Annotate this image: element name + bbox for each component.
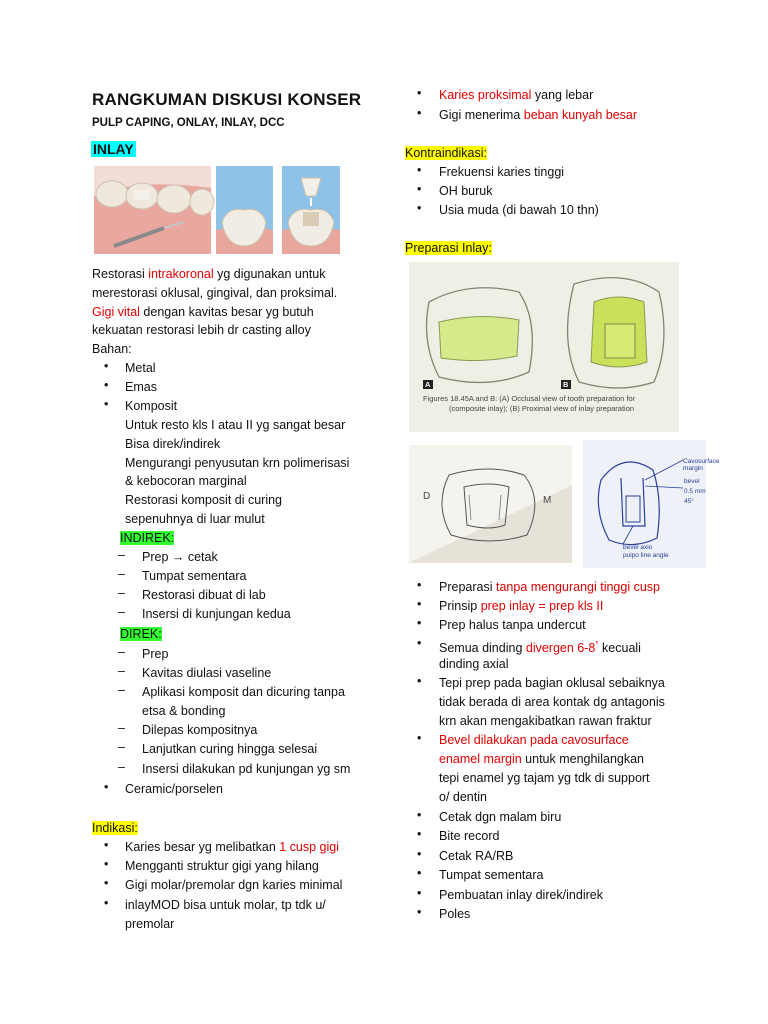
preparasi-item: Tepi prep pada bagian oklusal sebaiknya (439, 676, 665, 690)
preparasi-item: enamel margin untuk menghilangkan (439, 752, 644, 766)
dash-icon: – (118, 567, 125, 581)
sketch-label-d: D (423, 491, 431, 502)
bullet-icon: • (104, 378, 109, 392)
preparasi-label: Preparasi Inlay: (405, 241, 492, 255)
intro-line-1: Restorasi intrakoronal yg digunakan untuk (92, 267, 326, 281)
materials-label: Bahan: (92, 342, 132, 356)
dash-icon: – (118, 645, 125, 659)
dash-icon: – (118, 721, 125, 735)
bullet-icon: • (417, 827, 422, 841)
bullet-icon: • (104, 780, 109, 794)
material-item: Komposit (125, 399, 178, 413)
bullet-icon: • (417, 731, 422, 745)
sketch-label-cavo: Cavosurface margin (683, 458, 720, 472)
occlusal-sketch-figure (409, 445, 572, 563)
bullet-icon: • (104, 876, 109, 890)
bullet-icon: • (417, 597, 422, 611)
indikasi-item: Gigi menerima beban kunyah besar (439, 108, 638, 122)
bullet-icon: • (104, 397, 109, 411)
preparasi-item: dinding axial (439, 657, 509, 671)
bullet-icon: • (417, 905, 422, 919)
preparasi-item: Poles (439, 907, 471, 921)
bullet-icon: • (417, 578, 422, 592)
bullet-icon: • (417, 86, 422, 100)
bullet-icon: • (104, 359, 109, 373)
preparasi-item: Pembuatan inlay direk/indirek (439, 888, 603, 902)
direk-step: etsa & bonding (142, 704, 226, 718)
bullet-icon: • (417, 866, 422, 880)
bullet-icon: • (104, 896, 109, 910)
indikasi-item: Mengganti struktur gigi yang hilang (125, 859, 319, 873)
indikasi-item: Karies besar yg melibatkan 1 cusp gigi (125, 840, 340, 854)
indirek-step: Restorasi dibuat di lab (142, 588, 266, 602)
page-subtitle: PULP CAPING, ONLAY, INLAY, DCC (92, 117, 285, 129)
kontraindikasi-item: Usia muda (di bawah 10 thn) (439, 203, 599, 217)
komposit-note: sepenuhnya di luar mulut (125, 512, 265, 526)
preparasi-item: o/ dentin (439, 790, 487, 804)
material-item-ceramic: Ceramic/porselen (125, 782, 223, 796)
sketch-label-m: M (543, 495, 552, 506)
dash-icon: – (118, 760, 125, 774)
sketch-label-pulpo: pulpo line angle (623, 552, 669, 559)
preparasi-item: Prinsip prep inlay = prep kls II (439, 599, 604, 613)
sketch-label-deg: 45° (684, 498, 694, 505)
direk-step: Dilepas kompositnya (142, 723, 258, 737)
komposit-note: & kebocoran marginal (125, 474, 247, 488)
intro-line-2: merestorasi oklusal, gingival, dan proksimal. (92, 286, 338, 300)
textbook-figure (409, 262, 679, 432)
dash-icon: – (118, 683, 125, 697)
indirek-step: Insersi di kunjungan kedua (142, 607, 291, 621)
sketch-label-bevel-axio: bevel axio (623, 544, 653, 551)
preparasi-item: Cetak RA/RB (439, 849, 514, 863)
indikasi-label: Indikasi: (92, 821, 138, 835)
proximal-sketch-figure (583, 440, 720, 568)
kontraindikasi-label: Kontraindikasi: (405, 146, 487, 160)
direk-step: Lanjutkan curing hingga selesai (142, 742, 318, 756)
bullet-icon: • (417, 201, 422, 215)
komposit-note: Restorasi komposit di curing (125, 493, 283, 507)
bullet-icon: • (417, 106, 422, 120)
figure-caption: (composite inlay); (B) Proximal view of inlay preparation (449, 404, 635, 413)
indirek-label: INDIREK: (120, 531, 175, 545)
direk-step: Kavitas diulasi vaseline (142, 666, 272, 680)
inlay-photo-figure (94, 166, 352, 254)
intro-line-4: kekuatan restorasi lebih dr casting alloy (92, 323, 311, 337)
direk-step: Prep (142, 647, 169, 661)
bullet-icon: • (417, 616, 422, 630)
bullet-icon: • (417, 847, 422, 861)
bullet-icon: • (417, 182, 422, 196)
preparasi-item: tidak berada di area kontak dg antagonis (439, 695, 665, 709)
indikasi-item: premolar (125, 917, 175, 931)
material-item: Emas (125, 380, 157, 394)
dash-icon: – (118, 548, 125, 562)
preparasi-item: Preparasi tanpa mengurangi tinggi cusp (439, 580, 660, 594)
preparasi-item: Semua dinding divergen 6-8° kecuali (439, 640, 641, 656)
preparasi-item: Prep halus tanpa undercut (439, 618, 586, 632)
dash-icon: – (118, 586, 125, 600)
section-heading-inlay: INLAY (93, 141, 134, 157)
indirek-step: Tumpat sementara (142, 569, 247, 583)
indikasi-item: Gigi molar/premolar dgn karies minimal (125, 878, 343, 892)
material-item: Metal (125, 361, 156, 375)
bullet-icon: • (417, 674, 422, 688)
dash-icon: – (118, 605, 125, 619)
figure-label-b: B (563, 380, 569, 389)
preparasi-item: Bite record (439, 829, 500, 843)
bullet-icon: • (104, 838, 109, 852)
direk-step: Insersi dilakukan pd kunjungan yg sm (142, 762, 351, 776)
indikasi-item: Karies proksimal yang lebar (439, 88, 594, 102)
indirek-step: Prep → cetak (142, 550, 218, 564)
komposit-note: Mengurangi penyusutan krn polimerisasi (125, 456, 350, 470)
direk-label: DIREK: (120, 627, 162, 641)
figure-label-a: A (425, 380, 431, 389)
kontraindikasi-item: Frekuensi karies tinggi (439, 165, 565, 179)
direk-step: Aplikasi komposit dan dicuring tanpa (142, 685, 345, 699)
indikasi-item: inlayMOD bisa untuk molar, tp tdk u/ (125, 898, 326, 912)
kontraindikasi-item: OH buruk (439, 184, 493, 198)
page-title: RANGKUMAN DISKUSI KONSER (92, 90, 362, 109)
bullet-icon: • (417, 808, 422, 822)
dash-icon: – (118, 664, 125, 678)
preparasi-item: krn akan mengakibatkan rawan fraktur (439, 714, 652, 728)
preparasi-item: Tumpat sementara (439, 868, 544, 882)
preparasi-item: Bevel dilakukan pada cavosurface (439, 733, 629, 747)
bullet-icon: • (417, 886, 422, 900)
bullet-icon: • (417, 163, 422, 177)
figure-caption: Figures 18.45A and B: (A) Occlusal view of tooth preparation for (423, 394, 636, 403)
dash-icon: – (118, 740, 125, 754)
komposit-note: Bisa direk/indirek (125, 437, 221, 451)
sketch-label-bevel: bevel (684, 478, 700, 485)
preparasi-item: tepi enamel yg tajam yg tdk di support (439, 771, 650, 785)
bullet-icon: • (417, 636, 422, 650)
preparasi-item: Cetak dgn malam biru (439, 810, 562, 824)
bullet-icon: • (104, 857, 109, 871)
komposit-note: Untuk resto kls I atau II yg sangat besar (125, 418, 346, 432)
intro-line-3: Gigi vital dengan kavitas besar yg butuh (92, 305, 314, 319)
sketch-label-mm: 0.5 mm (684, 488, 706, 495)
